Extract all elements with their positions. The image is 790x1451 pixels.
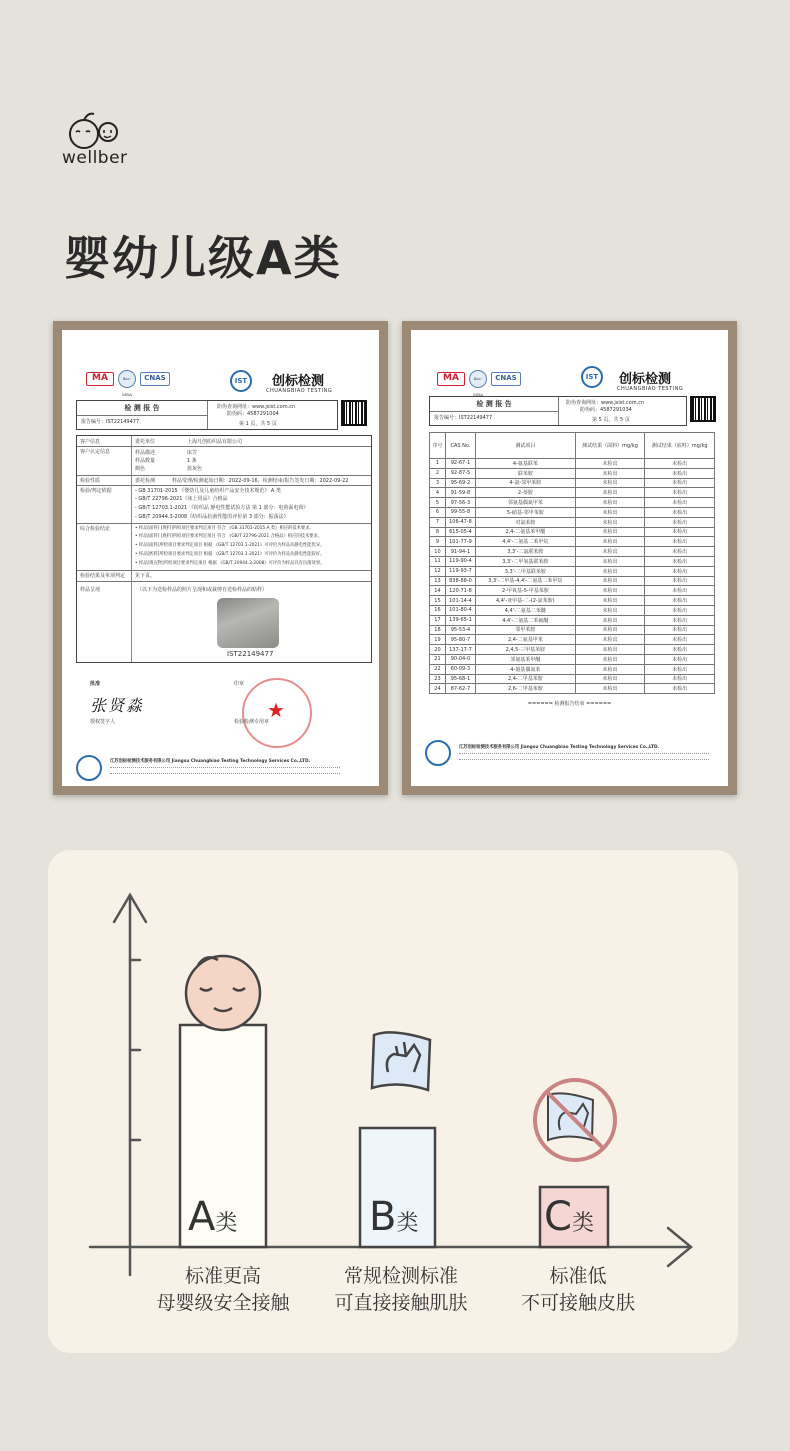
query-site: 防伪查询网址：www.jsist.com.cn — [566, 400, 645, 406]
test-dates: 样品受理/检测起始日期：2022-09-16，检测结束/报告签发日期：2022-09-22 — [172, 478, 349, 484]
row-face: 未检出 — [575, 664, 645, 674]
row-no: 20 — [430, 645, 446, 655]
row-base: 未检出 — [645, 459, 715, 469]
table-row — [430, 605, 715, 615]
row-face: 未检出 — [575, 596, 645, 606]
grade-b-line1: 常规检测标准 — [343, 1265, 458, 1287]
row-item: 邻氨基苯甲醚 — [475, 654, 575, 664]
row-face: 未检出 — [575, 635, 645, 645]
photo-note: （以下为送检样品的照片呈现和或裁剪自送检样品的贴样） — [137, 587, 268, 593]
row-face: 未检出 — [575, 527, 645, 537]
hand-on-pillow-icon — [372, 1032, 430, 1090]
grade-c-line1: 标准低 — [549, 1265, 607, 1287]
row-no: 12 — [430, 566, 446, 576]
row-cas: 106-47-8 — [445, 517, 475, 527]
row-cas: 97-56-3 — [445, 498, 475, 508]
row-face: 未检出 — [575, 605, 645, 615]
row-base: 未检出 — [645, 674, 715, 684]
row-cas: 119-93-7 — [445, 566, 475, 576]
table-row — [430, 566, 715, 576]
row-cas: 92-87-5 — [445, 468, 475, 478]
row-base: 未检出 — [645, 527, 715, 537]
row-item: 4-氯-邻甲苯胺 — [475, 478, 575, 488]
row-face: 未检出 — [575, 517, 645, 527]
row-base: 未检出 — [645, 556, 715, 566]
report-body — [76, 435, 372, 663]
grade-a-line1: 标准更高 — [184, 1265, 261, 1287]
row-item: 4,4'-二氨基二苯醚 — [475, 605, 575, 615]
row-no: 21 — [430, 654, 446, 664]
row-no: 4 — [430, 488, 446, 498]
row-item: 3,3'-二甲基-4,4'-二氨基二苯甲烷 — [475, 576, 575, 586]
row-face: 未检出 — [575, 547, 645, 557]
table-row — [430, 684, 715, 694]
sample-desc: 床笠 — [187, 450, 198, 456]
table-row — [430, 664, 715, 674]
footer-company: 江苏创标检测技术服务有限公司 Jiangsu Chuangbiao Testing Technology Services Co.,LTD. — [110, 759, 311, 764]
test-nature: 委托检测 — [135, 478, 156, 484]
anti-fake-code: 防伪码：4587291004 — [227, 411, 279, 417]
col-header-face: 测试结果（面料）mg/kg — [575, 433, 645, 459]
bar-c-label — [544, 1195, 594, 1246]
table-row — [430, 478, 715, 488]
table-row — [430, 507, 715, 517]
table-row — [430, 498, 715, 508]
page-title: 婴幼儿级A类 — [64, 231, 342, 285]
grade-b-letter: B — [369, 1194, 397, 1240]
grade-c-caption — [498, 1263, 658, 1317]
row-no: 11 — [430, 556, 446, 566]
row-no: 24 — [430, 684, 446, 694]
row-cas: 101-80-4 — [445, 605, 475, 615]
row-face: 未检出 — [575, 556, 645, 566]
row-cas: 95-80-7 — [445, 635, 475, 645]
row-face: 未检出 — [575, 684, 645, 694]
color-label: 颜色 — [135, 466, 146, 472]
row-item: 联苯胺 — [475, 468, 575, 478]
row-base: 未检出 — [645, 566, 715, 576]
table-row — [430, 459, 715, 469]
row-base: 未检出 — [645, 478, 715, 488]
row-base: 未检出 — [645, 537, 715, 547]
row-no: 1 — [430, 459, 446, 469]
row-base: 未检出 — [645, 596, 715, 606]
stamp-label: 印章 — [234, 681, 245, 687]
certificate-page-2 — [411, 330, 728, 786]
signature: 张贤淼 — [90, 696, 145, 715]
report-number: 报告编号：IST22149477 — [81, 419, 140, 425]
table-row — [430, 615, 715, 625]
grade-c-line2: 不可接触皮肤 — [520, 1292, 635, 1314]
table-row — [430, 468, 715, 478]
row-item: 对氯苯胺 — [475, 517, 575, 527]
basis-3: - GB/T 12703.1-2021 《纺织品 静电性能试验方法 第 1 部分：电荷面电荷》 — [135, 505, 309, 511]
col-header-cas: CAS No. — [445, 433, 475, 459]
row-item: 2-萘胺 — [475, 488, 575, 498]
approver-label: 批准 — [90, 681, 101, 687]
row-face: 未检出 — [575, 645, 645, 655]
grade-b-suffix: 类 — [396, 1211, 419, 1236]
row-item: 4-氨基偶氮苯 — [475, 664, 575, 674]
certificate-frame-1 — [53, 321, 388, 795]
sample-qty-label: 样品数量 — [135, 458, 156, 464]
grade-comparison-card — [48, 850, 738, 1353]
row-base: 未检出 — [645, 605, 715, 615]
row-face: 未检出 — [575, 566, 645, 576]
row-face: 未检出 — [575, 625, 645, 635]
row-item: 4,4'-二氨基二苯硫醚 — [475, 615, 575, 625]
col-header-base: 测试结果（底料）mg/kg — [645, 433, 715, 459]
grade-c-letter: C — [544, 1194, 572, 1240]
page-number: 第 5 页，共 5 页 — [592, 417, 630, 423]
row-face: 未检出 — [575, 654, 645, 664]
row-face: 未检出 — [575, 615, 645, 625]
row-base: 未检出 — [645, 684, 715, 694]
footer-company: 江苏创标检测技术服务有限公司 Jiangsu Chuangbiao Testing Technology Services Co.,LTD. — [459, 745, 660, 750]
lab-brand-en: CHUANGBIAO TESTING — [266, 388, 333, 394]
row-face: 未检出 — [575, 498, 645, 508]
report-title: 检 测 报 告 — [476, 399, 512, 408]
row-cas: 95-69-2 — [445, 478, 475, 488]
report-header-box — [429, 396, 687, 426]
certificate-frame-2 — [402, 321, 737, 795]
brand-name: wellber — [62, 148, 128, 168]
table-row — [430, 625, 715, 635]
row-no: 3 — [430, 478, 446, 488]
row-no: 8 — [430, 527, 446, 537]
row-cas: 95-53-4 — [445, 625, 475, 635]
lab-brand-en: CHUANGBIAO TESTING — [617, 386, 684, 392]
anti-fake-code: 防伪码：4587291034 — [580, 407, 632, 413]
row-cas: 95-68-1 — [445, 674, 475, 684]
row-base: 未检出 — [645, 576, 715, 586]
cma-seal: MA — [437, 372, 465, 386]
row-cas: 615-05-4 — [445, 527, 475, 537]
results-label: 检验结果及单项判定 — [80, 573, 126, 579]
signer-title: 授权签字人 — [90, 719, 116, 725]
row-item: 4,4'-二氨基二苯甲烷 — [475, 537, 575, 547]
row-face: 未检出 — [575, 586, 645, 596]
table-row — [430, 596, 715, 606]
table-row — [430, 635, 715, 645]
cnas-seal: CNAS — [491, 372, 521, 386]
row-no: 14 — [430, 586, 446, 596]
row-cas: 120-71-8 — [445, 586, 475, 596]
row-item: 2,6-二甲基苯胺 — [475, 684, 575, 694]
report-number: 报告编号：IST22149477 — [434, 415, 493, 421]
row-no: 6 — [430, 507, 446, 517]
row-cas: 90-04-0 — [445, 654, 475, 664]
row-no: 23 — [430, 674, 446, 684]
row-base: 未检出 — [645, 507, 715, 517]
row-cas: 92-67-1 — [445, 459, 475, 469]
row-no: 7 — [430, 517, 446, 527]
sample-id: IST22149477 — [227, 650, 274, 658]
row-base: 未检出 — [645, 498, 715, 508]
row-item: 2,4-二氨基甲苯 — [475, 635, 575, 645]
conclusion-label: 综合检验结论 — [80, 526, 111, 532]
row-base: 未检出 — [645, 517, 715, 527]
row-no: 2 — [430, 468, 446, 478]
row-item: 邻氨基偶氮甲苯 — [475, 498, 575, 508]
row-base: 未检出 — [645, 468, 715, 478]
row-cas: 139-65-1 — [445, 615, 475, 625]
row-cas: 119-90-4 — [445, 556, 475, 566]
client-unit: 上海凡创纺织品有限公司 — [187, 439, 243, 445]
no-touch-icon — [535, 1080, 615, 1160]
col-header-item: 测试项目 — [475, 433, 575, 459]
row-item: 4,4'-亚甲基-二-(2-氯苯胺) — [475, 596, 575, 606]
ilac-seal: ilac-MRA — [118, 370, 136, 388]
table-row — [430, 556, 715, 566]
row-item: 3,3'-二甲氧基联苯胺 — [475, 556, 575, 566]
grade-b-caption — [316, 1263, 486, 1317]
grade-a-line2: 母婴级安全接触 — [156, 1292, 290, 1314]
sample-qty: 1 条 — [187, 458, 197, 464]
cma-seal: MA — [86, 372, 114, 386]
brand-logo — [62, 108, 142, 172]
bar-a-label — [188, 1195, 237, 1246]
row-no: 13 — [430, 576, 446, 586]
row-face: 未检出 — [575, 537, 645, 547]
row-no: 5 — [430, 498, 446, 508]
sample-info-label: 客户认定信息 — [80, 449, 111, 455]
row-cas: 91-59-8 — [445, 488, 475, 498]
table-row — [430, 645, 715, 655]
lab-brand-cn: 创标检测 — [272, 374, 325, 389]
grade-a-letter: A — [188, 1194, 216, 1240]
table-row — [430, 576, 715, 586]
basis-4: - GB/T 20944.3-2008《纺织品抗菌性能的评价第 3 部分：振荡法》 — [135, 514, 289, 520]
row-no: 18 — [430, 625, 446, 635]
basis-label: 检验/判定依据 — [80, 488, 112, 494]
table-row — [430, 654, 715, 664]
conclusion-2: • 样品[面料] [底料]所检项目要求判定项目 符合 《GB/T 22796-2021 合格品》相应的技术要求。 — [135, 534, 323, 539]
lab-brand-cn: 创标检测 — [619, 372, 672, 387]
report-title: 检 测 报 告 — [124, 403, 160, 412]
grade-b-line2: 可直接接触肌肤 — [334, 1292, 468, 1314]
page-number: 第 1 页，共 5 页 — [239, 421, 277, 427]
conclusion-5: • 样品[填充物]所检项目要求判定项目 根据 《GB/T 20944.3-2008》可评价为样品具有抗菌效果。 — [135, 561, 325, 566]
row-base: 未检出 — [645, 664, 715, 674]
row-face: 未检出 — [575, 488, 645, 498]
table-row — [430, 517, 715, 527]
grade-c-suffix: 类 — [571, 1211, 594, 1236]
test-nature-label: 检验性质 — [80, 478, 101, 484]
certificate-page-1 — [62, 330, 379, 786]
smiley-logo-icon — [62, 108, 122, 150]
row-face: 未检出 — [575, 576, 645, 586]
row-no: 10 — [430, 547, 446, 557]
photo-label: 样品呈现 — [80, 587, 101, 593]
baby-face-icon — [186, 956, 260, 1030]
report-end-note: ====== 检测报告结束 ====== — [527, 701, 612, 707]
ist-logo-icon: IST — [230, 370, 252, 392]
row-face: 未检出 — [575, 478, 645, 488]
row-no: 22 — [430, 664, 446, 674]
row-base: 未检出 — [645, 615, 715, 625]
row-cas: 838-88-0 — [445, 576, 475, 586]
row-cas: 87-62-7 — [445, 684, 475, 694]
row-base: 未检出 — [645, 635, 715, 645]
row-item: 2,4,5-三甲基苯胺 — [475, 645, 575, 655]
row-base: 未检出 — [645, 625, 715, 635]
row-item: 3,3'-二氯联苯胺 — [475, 547, 575, 557]
row-cas: 101-14-4 — [445, 596, 475, 606]
conclusion-3: • 样品[面料]所检项目要求判定项目 根据 《GB/T 12703.1-2021》可评价为样品抗静电性能优异。 — [135, 543, 325, 548]
row-face: 未检出 — [575, 674, 645, 684]
row-base: 未检出 — [645, 645, 715, 655]
row-cas: 137-17-7 — [445, 645, 475, 655]
bar-b-label — [369, 1195, 418, 1246]
grade-a-caption — [140, 1263, 306, 1317]
ilac-seal: ilac-MRA — [469, 370, 487, 388]
cnas-seal: CNAS — [140, 372, 170, 386]
stamp-note: 检验检测专用章 — [234, 719, 270, 725]
row-cas: 99-55-8 — [445, 507, 475, 517]
row-item: 2-甲氧基-5-甲基苯胺 — [475, 586, 575, 596]
qr-code-icon — [690, 396, 716, 422]
row-face: 未检出 — [575, 459, 645, 469]
table-row — [430, 547, 715, 557]
color-value: 蓝灰色 — [187, 466, 203, 472]
sample-photo — [217, 598, 279, 648]
table-row — [430, 527, 715, 537]
star-icon: ★ — [267, 698, 285, 722]
report-header-box — [76, 400, 338, 430]
conclusion-1: • 样品[面料] [底料]所检项目要求判定项目 符合 《GB 31701-2015 A 类》相应的技术要求。 — [135, 526, 314, 531]
ist-logo-icon: IST — [581, 366, 603, 388]
row-base: 未检出 — [645, 654, 715, 664]
row-item: 邻甲苯胺 — [475, 625, 575, 635]
table-row — [430, 674, 715, 684]
row-item: 3,3'-二甲基联苯胺 — [475, 566, 575, 576]
y-axis — [114, 895, 146, 1275]
query-site: 防伪查询网址：www.jsist.com.cn — [217, 404, 296, 410]
row-no: 16 — [430, 605, 446, 615]
grade-a-suffix: 类 — [215, 1211, 238, 1236]
client-label: 客户信息 — [80, 439, 101, 445]
footer-ist-icon — [76, 755, 102, 781]
client-unit-label: 委托单位 — [135, 439, 156, 445]
col-header-no: 序号 — [430, 433, 446, 459]
row-item: 2,4-二氨基苯甲醚 — [475, 527, 575, 537]
row-face: 未检出 — [575, 468, 645, 478]
row-no: 9 — [430, 537, 446, 547]
conclusion-4: • 样品[底料]所检项目要求判定项目 根据 《GB/T 12703.1-2021》可评价为样品抗静电性能较好。 — [135, 552, 325, 557]
row-no: 19 — [430, 635, 446, 645]
table-row — [430, 488, 715, 498]
row-no: 15 — [430, 596, 446, 606]
basis-2: - GB/T 22796-2021《床上用品》合格品 — [135, 496, 228, 502]
row-no: 17 — [430, 615, 446, 625]
table-row — [430, 537, 715, 547]
row-base: 未检出 — [645, 488, 715, 498]
row-base: 未检出 — [645, 547, 715, 557]
row-face: 未检出 — [575, 507, 645, 517]
row-cas: 101-77-9 — [445, 537, 475, 547]
row-cas: 60-09-3 — [445, 664, 475, 674]
basis-1: - GB 31701-2015 《婴幼儿及儿童纺织产品安全技术规范》 A 类 — [135, 488, 281, 494]
row-item: 4-氨基联苯 — [475, 459, 575, 469]
footer-ist-icon — [425, 740, 451, 766]
results-note: 见下页。 — [135, 573, 156, 579]
row-item: 2,4-二甲基苯胺 — [475, 674, 575, 684]
row-cas: 91-94-1 — [445, 547, 475, 557]
qr-code-icon — [341, 400, 367, 426]
sample-desc-label: 样品描述 — [135, 450, 156, 456]
table-row — [430, 586, 715, 596]
azo-amine-table — [429, 432, 715, 694]
row-base: 未检出 — [645, 586, 715, 596]
row-item: 5-硝基-邻甲苯胺 — [475, 507, 575, 517]
